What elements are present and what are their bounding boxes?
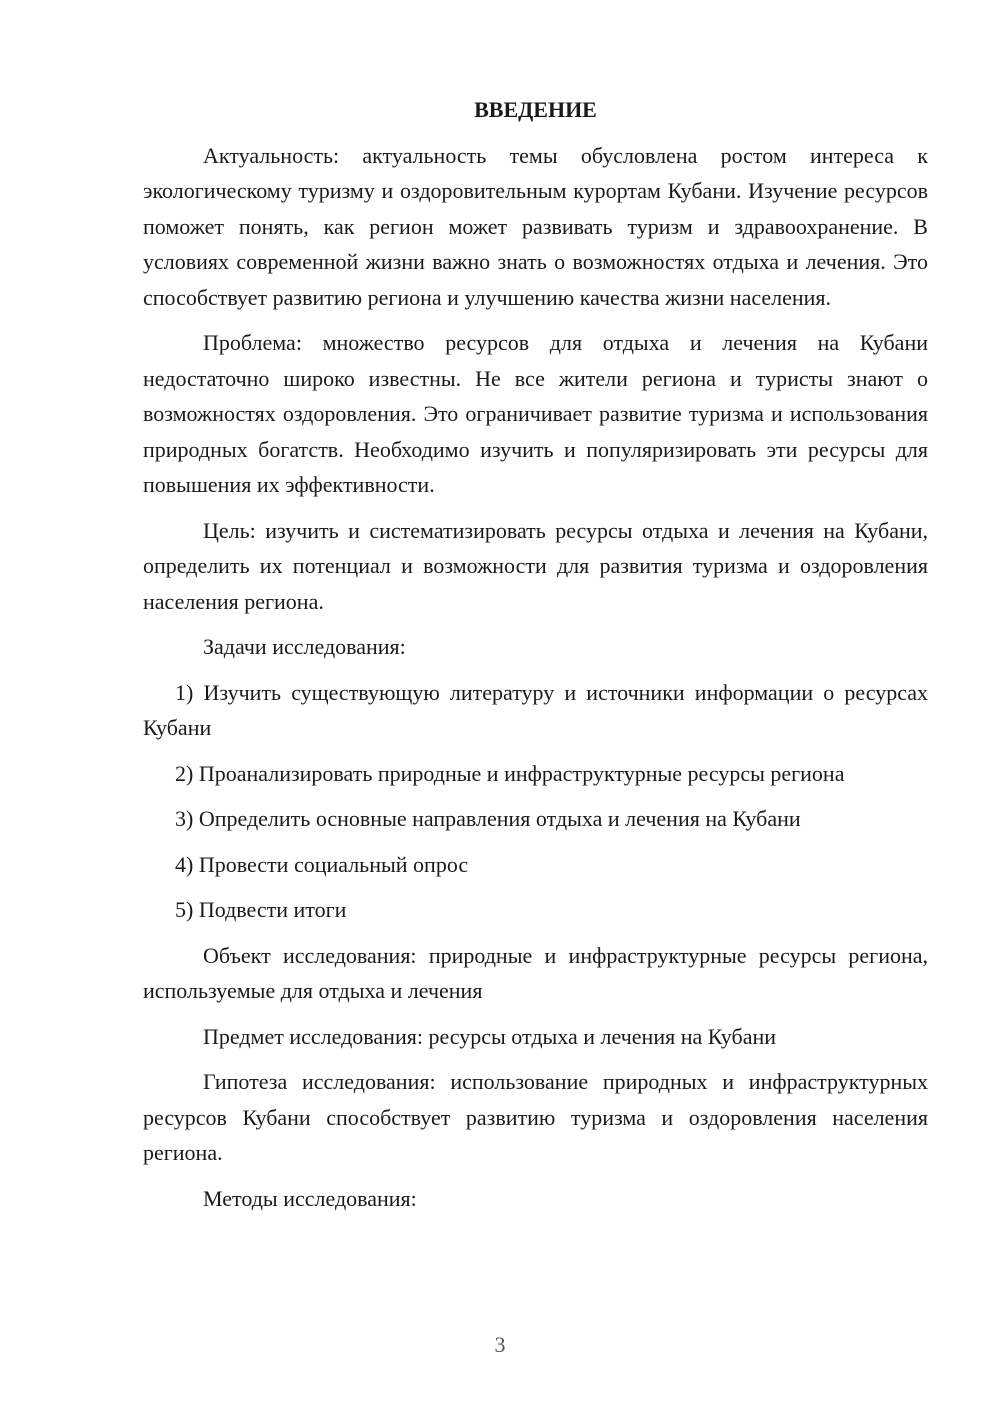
task-item-5: 5) Подвести итоги xyxy=(175,897,347,922)
task-item-3: 3) Определить основные направления отдыха и лечения на Кубани xyxy=(175,806,801,831)
task-item-1: 1) Изучить существующую литературу и источники информации о ресурсах Кубани xyxy=(143,679,928,740)
document-page xyxy=(143,92,928,1226)
problem-paragraph: Проблема: множество ресурсов для отдыха и лечения на Кубани недостаточно широко известны. Не все жители региона и туристы знают о возможностях оздоровления. Это ограничивает развитие туризма и использования природных богатств. Необходимо изучить и популяризировать эти ресурсы для повышения их эффективности. xyxy=(143,330,928,497)
page-number: 3 xyxy=(494,1332,506,1357)
tasks-heading: Задачи исследования: xyxy=(203,634,406,659)
goal-paragraph: Цель: изучить и систематизировать ресурсы отдыха и лечения на Кубани, определить их потенциал и возможности для развития туризма и оздоровления населения региона. xyxy=(143,517,928,614)
subject-paragraph: Предмет исследования: ресурсы отдыха и лечения на Кубани xyxy=(203,1023,776,1049)
methods-heading: Методы исследования: xyxy=(203,1185,417,1211)
task-item-2: 2) Проанализировать природные и инфраструктурные ресурсы региона xyxy=(175,760,845,786)
hypothesis-paragraph: Гипотеза исследования: использование природных и инфраструктурных ресурсов Кубани способствует развитию туризма и оздоровления населения региона. xyxy=(143,1069,928,1165)
section-title: ВВЕДЕНИЕ xyxy=(474,97,597,122)
task-item-4: 4) Провести социальный опрос xyxy=(175,851,469,877)
relevance-paragraph: Актуальность: актуальность темы обусловлена ростом интереса к экологическому туризму и оздоровительным курортам Кубани. Изучение ресурсов поможет понять, как регион может развивать туризм и здравоохранение. В условиях современной жизни важно знать о возможностях отдыха и лечения. Это способствует развитию региона и улучшению качества жизни населения. xyxy=(143,142,928,310)
object-paragraph: Объект исследования: природные и инфраструктурные ресурсы региона, используемые для отдыха и лечения xyxy=(143,942,928,1003)
